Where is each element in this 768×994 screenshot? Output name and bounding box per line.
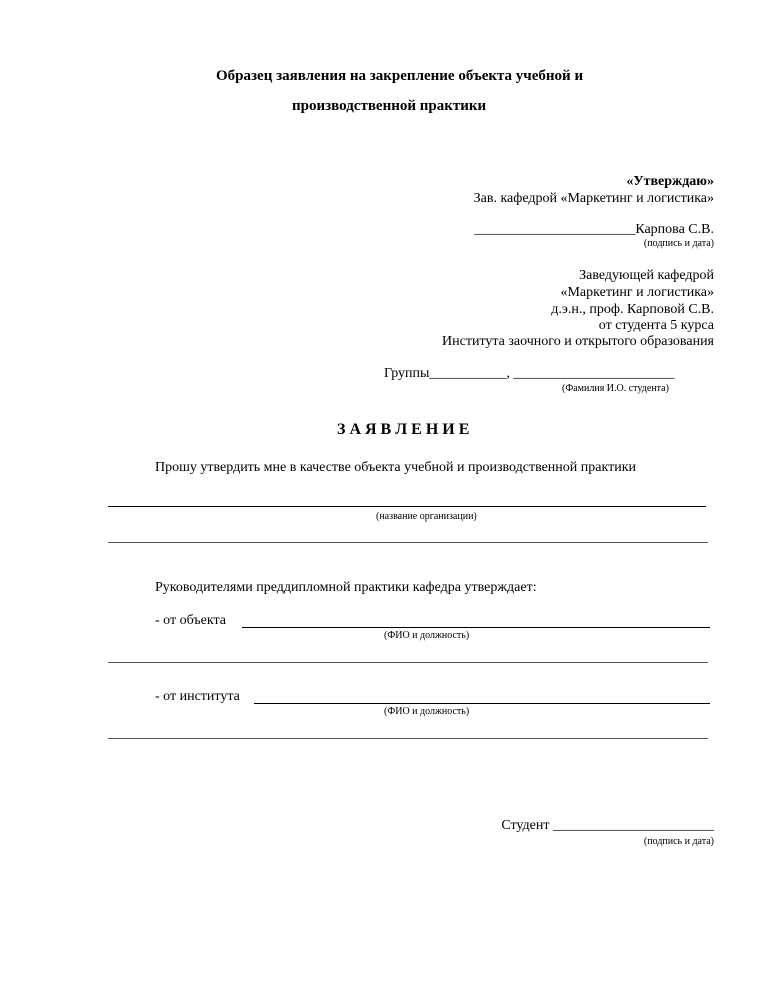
institute-supervisor-caption: (ФИО и должность): [384, 706, 470, 717]
statement-title: З А Я В Л Е Н И Е: [337, 421, 470, 438]
group-comma: ,: [506, 366, 510, 381]
approval-signature-row: [474, 222, 714, 238]
student-signature-underscore: _______________________: [553, 818, 714, 833]
document-title-line2: производственной практики: [292, 98, 487, 114]
approval-signature-caption: (подпись и дата): [643, 238, 714, 249]
addressee-line5: Института заочного и открытого образования: [442, 334, 714, 349]
student-signature-row: [501, 818, 714, 834]
institute-supervisor-label: - от института: [155, 689, 240, 704]
object-supervisor-line-2: [108, 662, 708, 663]
object-supervisor-label: - от объекта: [155, 613, 226, 628]
student-name-underscore: _______________________: [513, 366, 675, 381]
student-signature-caption: (подпись и дата): [643, 836, 714, 847]
organization-line-2: [108, 542, 708, 543]
object-supervisor-caption: (ФИО и должность): [384, 630, 470, 641]
group-label: Группы: [384, 366, 430, 381]
organization-line: [108, 506, 706, 507]
group-row: [384, 366, 674, 382]
addressee-line1: Заведующей кафедрой: [579, 268, 714, 283]
institute-supervisor-line: [254, 703, 710, 704]
student-name-caption: (Фамилия И.О. студента): [562, 383, 669, 394]
approval-position: Зав. кафедрой «Маркетинг и логистика»: [473, 191, 714, 206]
approval-heading: «Утверждаю»: [626, 174, 714, 189]
addressee-line4: от студента 5 курса: [598, 318, 714, 333]
addressee-line2: «Маркетинг и логистика»: [560, 285, 714, 300]
object-supervisor-line: [242, 627, 710, 628]
institute-supervisor-line-2: [108, 738, 708, 739]
group-underscore: ___________: [429, 366, 507, 381]
request-text: Прошу утвердить мне в качестве объекта учебной и производственной практики: [155, 460, 637, 475]
addressee-line3: д.э.н., проф. Карповой С.В.: [551, 302, 714, 317]
supervisors-heading: Руководителями преддипломной практики кафедра утверждает:: [155, 580, 537, 595]
approval-signature-name: Карпова С.В.: [635, 222, 714, 237]
organization-caption: (название организации): [376, 511, 477, 522]
document-title-line1: Образец заявления на закрепление объекта учебной и: [216, 68, 584, 84]
approval-signature-underscore: _______________________: [474, 222, 636, 237]
student-signature-label: Студент: [501, 818, 550, 833]
